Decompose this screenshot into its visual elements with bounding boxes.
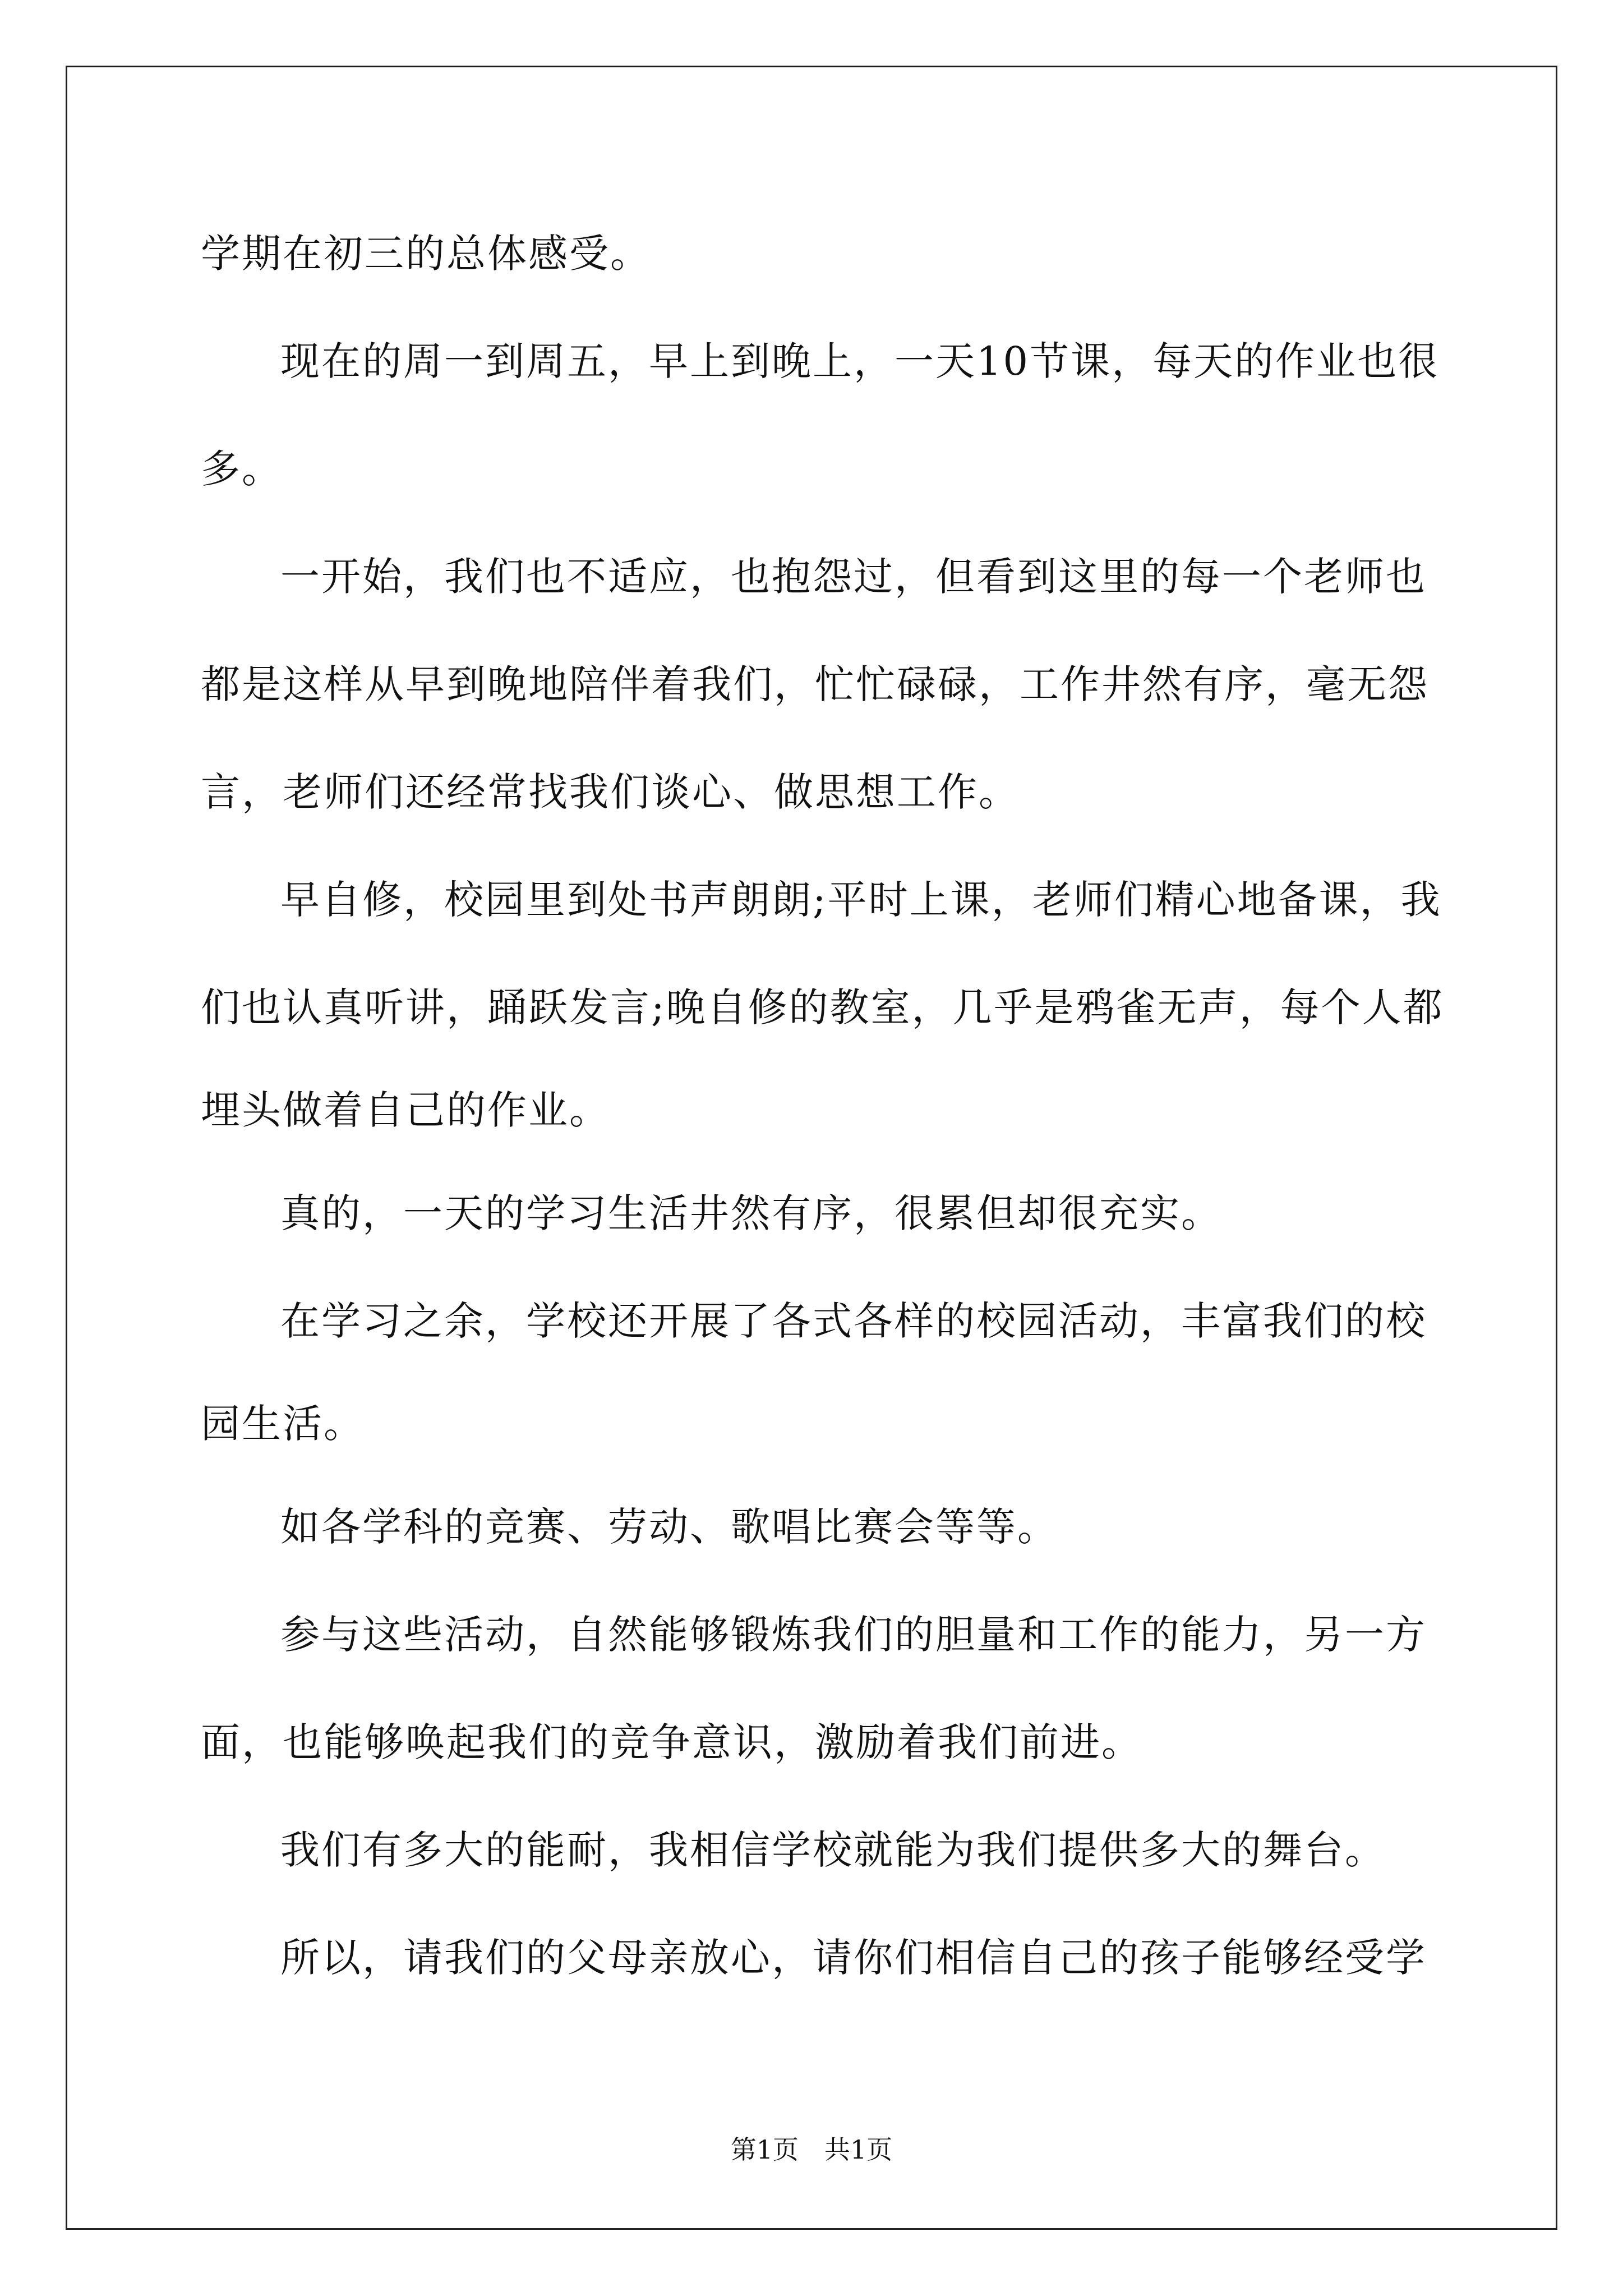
page-footer	[0, 2134, 1623, 2165]
text-line: 们也认真听讲，踊跃发言;晚自修的教室，几乎是鸦雀无声，每个人都	[201, 984, 1444, 1030]
paragraph-start-line: 所以，请我们的父母亲放心，请你们相信自己的孩子能够经受学	[280, 1935, 1427, 1981]
paragraph-start-line: 我们有多大的能耐，我相信学校就能为我们提供多大的舞台。	[280, 1827, 1386, 1873]
paragraph-start-line: 一开始，我们也不适应，也抱怨过，但看到这里的每一个老师也	[280, 554, 1427, 600]
paragraph-start-line: 现在的周一到周五，早上到晚上，一天10节课，每天的作业也很	[280, 338, 1440, 384]
text-line: 学期在初三的总体感受。	[201, 231, 651, 277]
paragraph-start-line: 早自修，校园里到处书声朗朗;平时上课，老师们精心地备课，我	[280, 877, 1442, 923]
text-line: 都是这样从早到晚地陪伴着我们，忙忙碌碌，工作井然有序，毫无怨	[201, 661, 1429, 707]
document-body	[201, 200, 1444, 2012]
page-number: 第1页 共1页	[730, 2134, 893, 2165]
text-line: 言，老师们还经常找我们谈心、做思想工作。	[201, 769, 1020, 815]
text-line: 面，也能够唤起我们的竞争意识，激励着我们前进。	[201, 1719, 1142, 1765]
paragraph-start-line: 真的，一天的学习生活井然有序，很累但却很充实。	[280, 1190, 1222, 1236]
paragraph-start-line: 参与这些活动，自然能够锻炼我们的胆量和工作的能力，另一方	[280, 1612, 1427, 1658]
paragraph-start-line: 如各学科的竞赛、劳动、歌唱比赛会等等。	[280, 1504, 1058, 1550]
text-line: 多。	[201, 446, 283, 492]
paragraph-start-line: 在学习之余，学校还开展了各式各样的校园活动，丰富我们的校	[280, 1298, 1427, 1344]
text-line: 园生活。	[201, 1401, 365, 1447]
text-line: 埋头做着自己的作业。	[201, 1087, 610, 1133]
